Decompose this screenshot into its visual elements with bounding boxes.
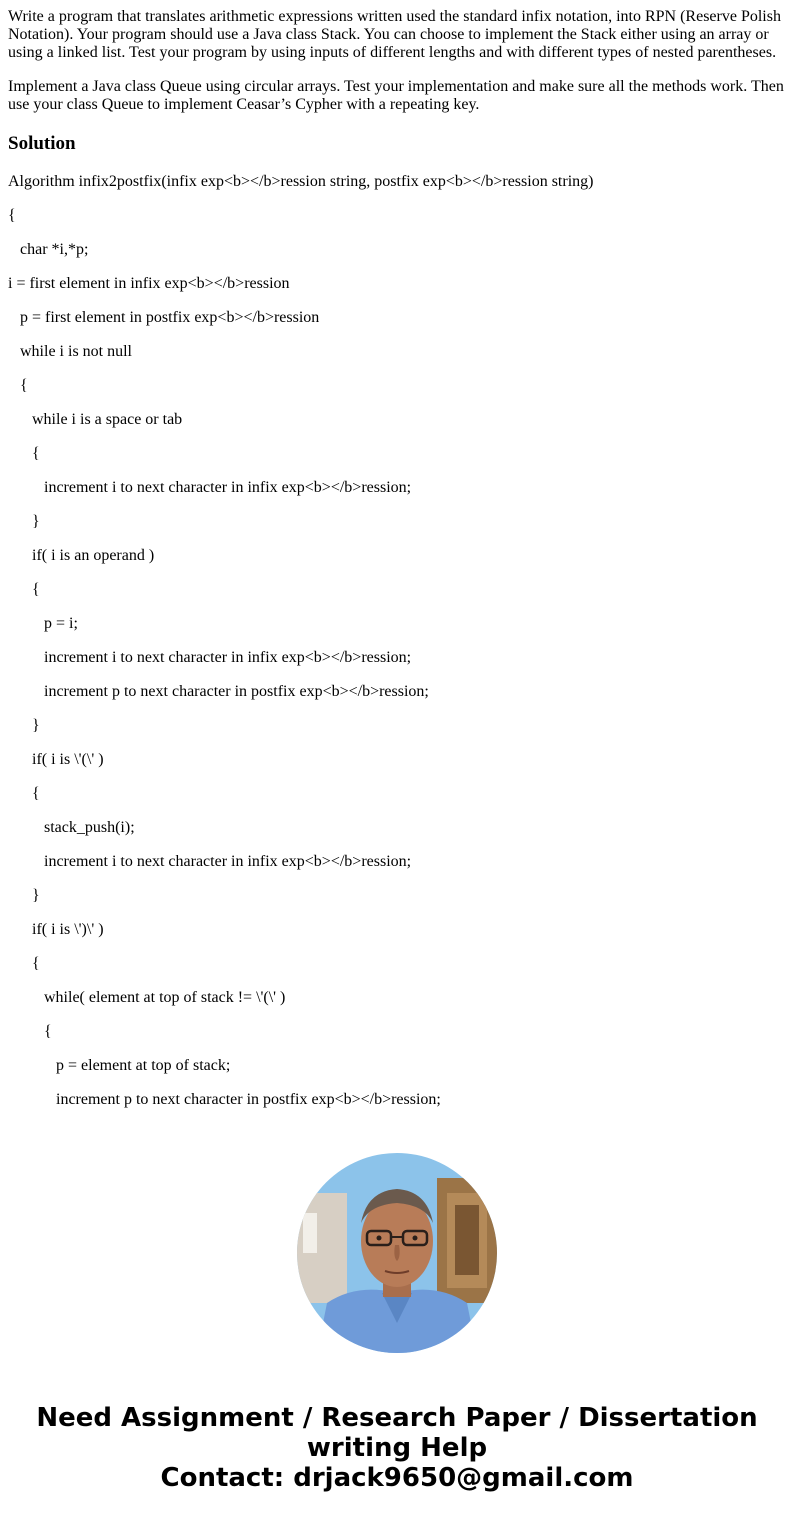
solution-line: { [8, 785, 40, 802]
solution-heading: Solution [8, 133, 76, 154]
solution-line: if( i is \')\' ) [8, 921, 104, 938]
banner-line-1: Need Assignment / Research Paper / Dissertation [36, 1403, 758, 1433]
solution-line: p = i; [8, 615, 78, 632]
solution-line: char *i,*p; [8, 241, 89, 258]
solution-line: increment i to next character in infix exp<b></b>ression; [8, 479, 412, 496]
solution-line: if( i is \'(\' ) [8, 751, 104, 768]
solution-line: Algorithm infix2postfix(infix exp<b></b>ression string, postfix exp<b></b>ression string) [8, 173, 594, 190]
solution-line: while i is not null [8, 343, 132, 360]
solution-line: p = element at top of stack; [8, 1057, 231, 1074]
solution-line: { [8, 207, 16, 224]
solution-line: { [8, 581, 40, 598]
solution-line: increment i to next character in infix exp<b></b>ression; [8, 649, 412, 666]
solution-line: } [8, 717, 40, 734]
question-paragraph-1: Write a program that translates arithmetic expressions written used the standard infix notation, into RPN (Reserve Polish Notation). Your program should use a Java class Stack. You can choose to implement the Stack either using an array or using a linked list. Test your program by using inputs of different lengths and with different types of nested parentheses. [8, 8, 781, 61]
solution-line: { [8, 377, 28, 394]
solution-line: i = first element in infix exp<b></b>ression [8, 275, 290, 292]
solution-line: while( element at top of stack != \'(\' ) [8, 989, 286, 1006]
solution-line: p = first element in postfix exp<b></b>ression [8, 309, 320, 326]
solution-line: } [8, 513, 40, 530]
solution-line: while i is a space or tab [8, 411, 183, 428]
solution-line: { [8, 445, 40, 462]
solution-line: increment p to next character in postfix exp<b></b>ression; [8, 683, 429, 700]
solution-line: if( i is an operand ) [8, 547, 155, 564]
solution-line: } [8, 887, 40, 904]
contact-banner [0, 1403, 794, 1493]
author-avatar [297, 1153, 497, 1353]
solution-line: { [8, 1023, 52, 1040]
banner-line-2: writing Help [306, 1433, 488, 1463]
solution-line: stack_push(i); [8, 819, 135, 836]
banner-contact-line: Contact: drjack9650@gmail.com [160, 1463, 634, 1493]
solution-line: { [8, 955, 40, 972]
author-portrait-image [297, 1153, 497, 1353]
question-paragraph-2: Implement a Java class Queue using circular arrays. Test your implementation and make sure all the methods work. Then use your class Queue to implement Ceasar’s Cypher with a repeating key. [8, 78, 784, 113]
solution-line: increment i to next character in infix exp<b></b>ression; [8, 853, 412, 870]
solution-line: increment p to next character in postfix exp<b></b>ression; [8, 1091, 441, 1108]
